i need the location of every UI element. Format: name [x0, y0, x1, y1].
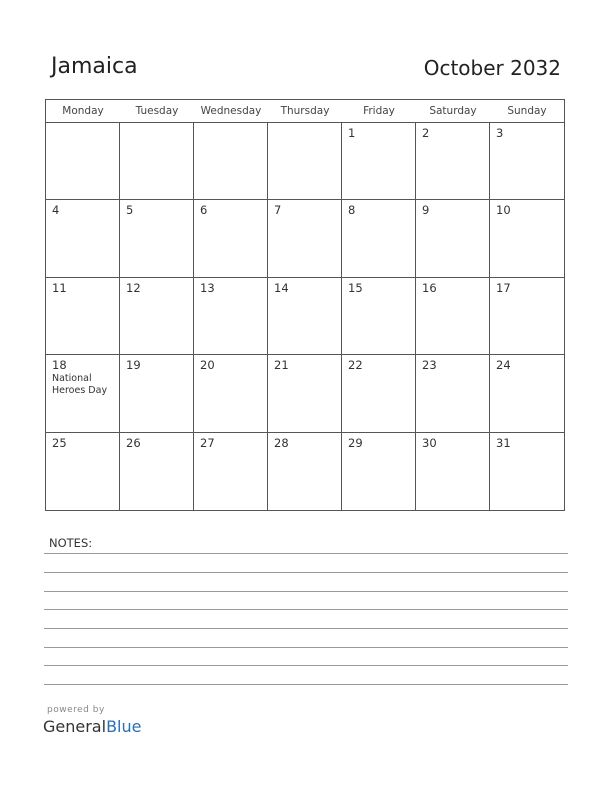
day-number: 4 [52, 203, 60, 218]
day-cell [120, 200, 194, 277]
day-number: 28 [274, 435, 289, 450]
brand-logo [43, 717, 141, 736]
day-cell [268, 355, 342, 432]
note-line [44, 684, 568, 685]
day-cell [342, 278, 416, 355]
day-number: 25 [52, 435, 67, 450]
day-cell [342, 123, 416, 200]
day-cell [194, 278, 268, 355]
day-number: 30 [422, 435, 437, 450]
day-number: 6 [200, 203, 208, 218]
weekday-header: Friday [342, 100, 416, 123]
day-number: 2 [422, 126, 430, 140]
note-line [44, 572, 568, 573]
note-line [44, 628, 568, 629]
day-number: 7 [274, 203, 282, 218]
day-cell [194, 433, 268, 510]
day-cell [416, 355, 490, 432]
day-cell [268, 433, 342, 510]
month-year-title: October 2032 [423, 56, 561, 80]
brand-general: General [43, 717, 107, 736]
country-title: Jamaica [51, 54, 138, 79]
holiday-label: National Heroes Day [52, 373, 108, 397]
day-number: 1 [348, 126, 356, 140]
note-line [44, 647, 568, 648]
day-cell [120, 433, 194, 510]
day-cell [194, 123, 268, 200]
day-cell [342, 355, 416, 432]
day-cell [490, 200, 564, 277]
day-number: 3 [496, 126, 504, 140]
day-cell [490, 278, 564, 355]
day-number: 11 [52, 280, 67, 295]
note-line [44, 591, 568, 592]
day-cell [120, 123, 194, 200]
day-cell [46, 355, 120, 432]
note-line [44, 553, 568, 554]
day-number: 18 [52, 358, 67, 373]
day-number: 16 [422, 280, 437, 295]
day-number: 26 [126, 435, 141, 450]
day-cell [194, 355, 268, 432]
day-cell [120, 278, 194, 355]
day-cell [46, 278, 120, 355]
day-number: 10 [496, 203, 511, 218]
day-number: 17 [496, 280, 511, 295]
day-cell [46, 433, 120, 510]
day-number: 12 [126, 280, 141, 295]
day-number: 9 [422, 203, 430, 218]
day-number: 29 [348, 435, 363, 450]
weekday-header: Sunday [490, 100, 564, 123]
day-number: 31 [496, 435, 511, 450]
day-cell [268, 123, 342, 200]
day-number: 5 [126, 203, 134, 218]
day-cell [120, 355, 194, 432]
powered-by-text: powered by [47, 705, 105, 715]
day-number: 23 [422, 358, 437, 373]
day-cell [46, 123, 120, 200]
day-cell [490, 123, 564, 200]
calendar-grid [45, 99, 565, 511]
day-number: 15 [348, 280, 363, 295]
brand-blue: Blue [106, 717, 142, 736]
day-cell [490, 433, 564, 510]
day-cell [268, 200, 342, 277]
weekday-header: Tuesday [120, 100, 194, 123]
weekday-header: Saturday [416, 100, 490, 123]
day-number: 13 [200, 280, 215, 295]
note-line [44, 609, 568, 610]
day-number: 19 [126, 358, 141, 373]
day-number: 22 [348, 358, 363, 373]
day-cell [194, 200, 268, 277]
weekday-header: Thursday [268, 100, 342, 123]
day-cell [416, 123, 490, 200]
weekday-header: Wednesday [194, 100, 268, 123]
day-number: 21 [274, 358, 289, 373]
day-number: 8 [348, 203, 356, 218]
day-number: 24 [496, 358, 511, 373]
day-cell [342, 200, 416, 277]
day-cell [416, 278, 490, 355]
weekday-header: Monday [46, 100, 120, 123]
day-cell [416, 433, 490, 510]
day-cell [490, 355, 564, 432]
note-line [44, 665, 568, 666]
day-cell [46, 200, 120, 277]
day-cell [416, 200, 490, 277]
day-number: 20 [200, 358, 215, 373]
day-number: 27 [200, 435, 215, 450]
notes-label: NOTES: [49, 536, 93, 550]
day-cell [268, 278, 342, 355]
day-cell [342, 433, 416, 510]
day-number: 14 [274, 280, 289, 295]
